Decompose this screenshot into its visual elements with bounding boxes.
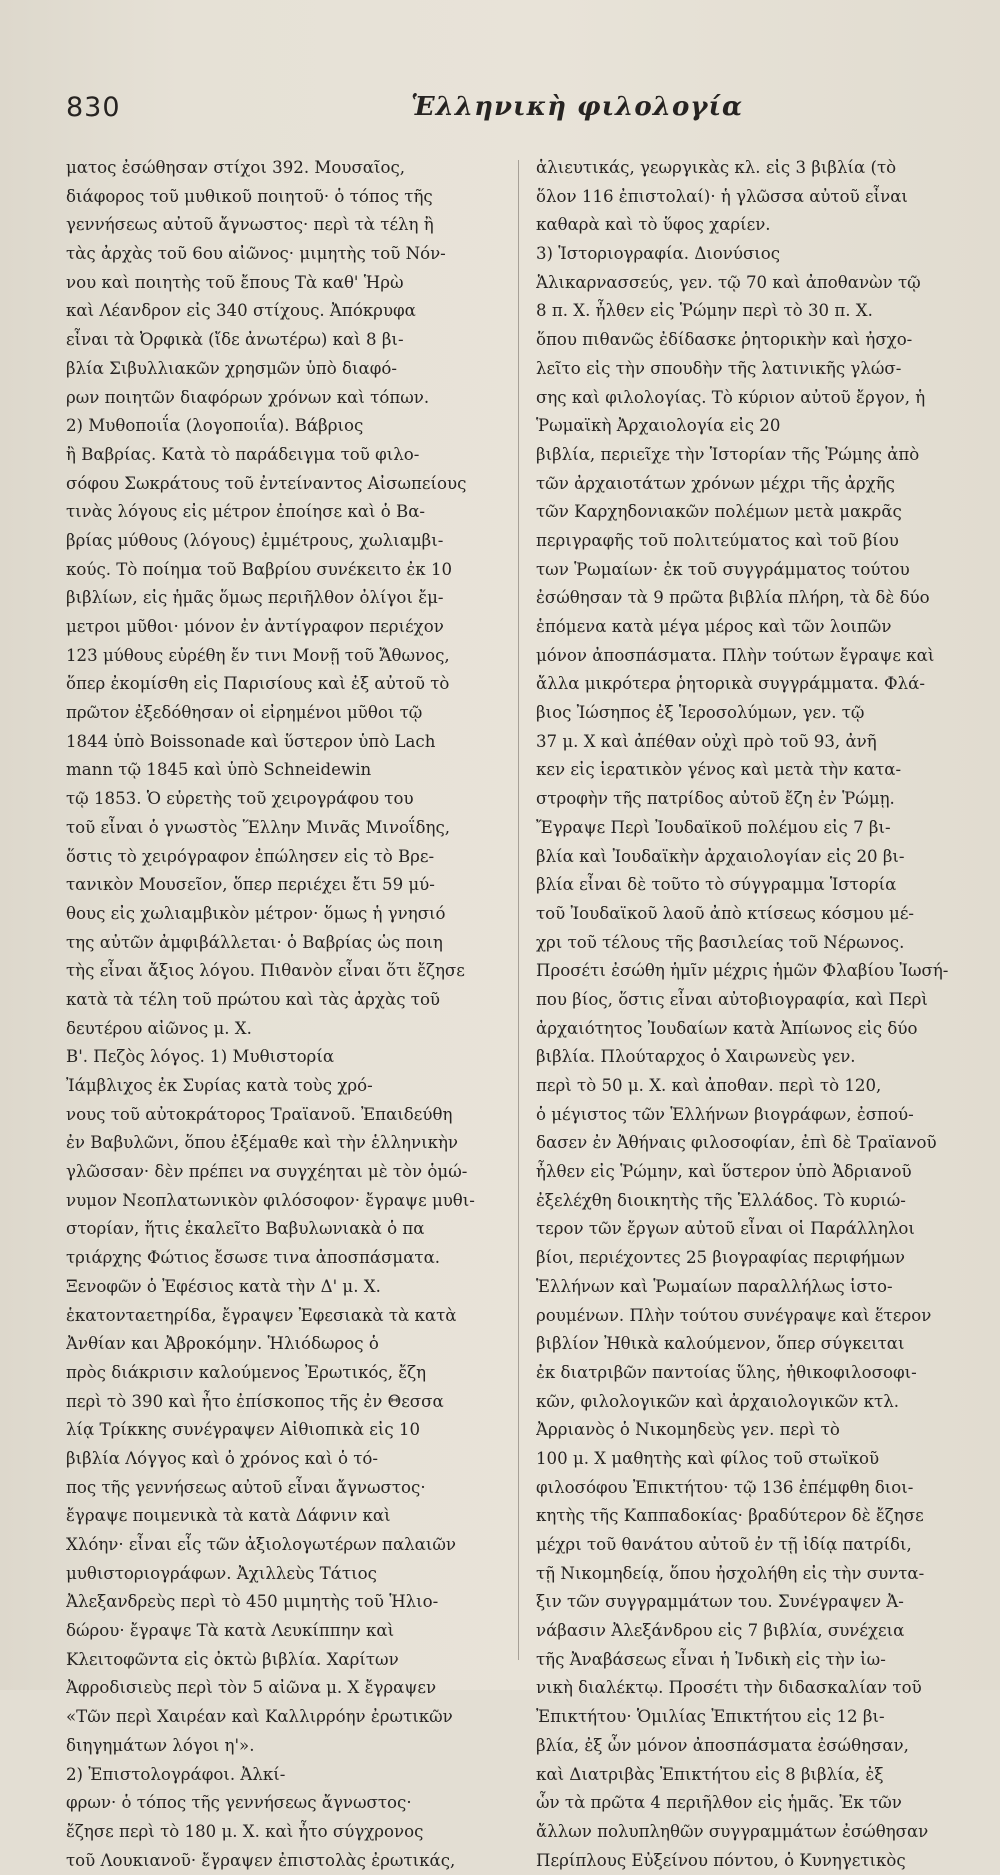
text-line: βιβλίων, εἰς ἡμᾶς ὅμως περιῆλθον ὀλίγοι ἔμ-: [66, 588, 444, 608]
text-line: βλία Σιβυλλιακῶν χρησμῶν ὑπὸ διαφό-: [66, 358, 397, 378]
text-line: κητὴς τῆς Καππαδοκίας· βραδύτερον δὲ ἔζησε: [536, 1506, 924, 1526]
left-column: [66, 154, 504, 1870]
text-line: ὧν τὰ πρῶτα 4 περιῆλθον εἰς ἡμᾶς. Ἐκ τῶν: [536, 1793, 902, 1813]
text-line: πρὸς διάκρισιν καλούμενος Ἐρωτικός, ἔζη: [66, 1362, 427, 1382]
text-line: φιλοσόφου Ἐπικτήτου· τῷ 136 ἐπέμφθη διοι-: [536, 1477, 914, 1497]
text-line: τοῦ Λουκιανοῦ· ἔγραψεν ἐπιστολὰς ἐρωτικάς,: [66, 1850, 456, 1870]
text-line: βλία εἶναι δὲ τοῦτο τὸ σύγγραμμα Ἱστορία: [536, 875, 897, 895]
text-line: 37 μ. Χ καὶ ἀπέθαν οὐχὶ πρὸ τοῦ 93, ἀνῆ: [536, 731, 877, 751]
text-line: ἀρχαιότητος Ἰουδαίων κατὰ Ἀπίωνος εἰς δύο: [536, 1018, 918, 1038]
text-line: mann τῷ 1845 καὶ ὑπὸ Schneidewin: [66, 760, 372, 780]
text-columns: [66, 154, 974, 1870]
text-line: 8 π. Χ. ἦλθεν εἰς Ῥώμην περὶ τὸ 30 π. Χ.: [536, 301, 873, 321]
text-line: πρῶτον ἐξεδόθησαν οἱ εἰρημένοι μῦθοι τῷ: [66, 703, 423, 723]
text-line: τὰς ἀρχὰς τοῦ 6ου αἰῶνος· μιμητὴς τοῦ Νόν-: [66, 244, 446, 264]
text-line: ἢ Βαβρίας. Κατὰ τὸ παράδειγμα τοῦ φιλο-: [66, 444, 420, 464]
text-line: δώρου· ἔγραψε Τὰ κατὰ Λευκίππην καὶ: [66, 1621, 395, 1641]
text-line: ἐσώθησαν τὰ 9 πρῶτα βιβλία πλήρη, τὰ δὲ δύο: [536, 588, 930, 608]
text-line: λεῖτο εἰς τὴν σπουδὴν τῆς λατινικῆς γλώσ-: [536, 358, 902, 378]
text-line: Ἰάμβλιχος ἐκ Συρίας κατὰ τοὺς χρό-: [66, 1076, 373, 1095]
text-line: βιβλία. Πλούταρχος ὁ Χαιρωνεὺς γεν.: [536, 1047, 856, 1067]
text-line: περὶ τὸ 50 μ. Χ. καὶ ἀποθαν. περὶ τὸ 120,: [536, 1076, 882, 1095]
text-line: περιγραφῆς τοῦ πολιτεύματος καὶ τοῦ βίου: [536, 530, 899, 550]
text-line: βιβλίον Ἠθικὰ καλούμενον, ὅπερ σύγκειται: [536, 1334, 905, 1354]
text-line: 2) Μυθοποιΐα (λογοποιΐα). Βάβριος: [66, 416, 364, 436]
text-line: 100 μ. Χ μαθητὴς καὶ φίλος τοῦ στωϊκοῦ: [536, 1448, 880, 1468]
text-line: Β'. Πεζὸς λόγος. 1) Μυθιστορία: [66, 1047, 335, 1067]
text-line: νικὴ διαλέκτῳ. Προσέτι τὴν διδασκαλίαν τοῦ: [536, 1678, 922, 1698]
text-line: μυθιστοριογράφων. Ἀχιλλεὺς Τάτιος: [66, 1563, 377, 1583]
text-line: ἁλιευτικάς, γεωργικὰς κλ. εἰς 3 βιβλία (τὸ: [536, 158, 897, 177]
text-line: Ῥωμαϊκὴ Ἀρχαιολογία εἰς 20: [536, 416, 781, 436]
text-line: κῶν, φιλολογικῶν καὶ ἀρχαιολογικῶν κτλ.: [536, 1391, 899, 1411]
text-line: περὶ τὸ 390 καὶ ἦτο ἐπίσκοπος τῆς ἐν Θεσσα: [66, 1391, 444, 1411]
text-line: ἄλλων πολυπληθῶν συγγραμμάτων ἐσώθησαν: [536, 1821, 929, 1841]
text-line: ἔγραψε ποιμενικὰ τὰ κατὰ Δάφνιν καὶ: [66, 1506, 391, 1526]
text-line: ὁ μέγιστος τῶν Ἑλλήνων βιογράφων, ἐσπού-: [536, 1104, 914, 1124]
text-line: κεν εἰς ἱερατικὸν γένος καὶ μετὰ τὴν κατα-: [536, 760, 902, 780]
text-line: Προσέτι ἐσώθη ἡμῖν μέχρις ἡμῶν Φλαβίου Ἰωσή-: [536, 961, 949, 981]
text-line: ἐξελέχθη διοικητὴς τῆς Ἑλλάδος. Τὸ κυριώ-: [536, 1190, 906, 1210]
text-line: νους τοῦ αὐτοκράτορος Τραϊανοῦ. Ἐπαιδεύθη: [66, 1104, 453, 1124]
text-line: Ἁλικαρνασσεύς, γεν. τῷ 70 καὶ ἀποθανὼν τῷ: [536, 272, 921, 292]
text-line: 3) Ἱστοριογραφία. Διονύσιος: [536, 244, 781, 264]
text-line: σόφου Σωκράτους τοῦ ἐντείναντος Αἰσωπείους: [66, 473, 467, 493]
text-line: βιος Ἰώσηπος ἐξ Ἱεροσολύμων, γεν. τῷ: [536, 703, 865, 723]
text-line: νάβασιν Ἀλεξάνδρου εἰς 7 βιβλία, συνέχεια: [536, 1621, 905, 1641]
text-line: τῶν Καρχηδονιακῶν πολέμων μετὰ μακρᾶς: [536, 502, 902, 522]
page-header: [66, 92, 940, 132]
text-line: 1844 ὑπὸ Boissonade καὶ ὕστερον ὑπὸ Lach: [66, 731, 436, 751]
text-line: μετροι μῦθοι· μόνον ἐν ἀντίγραφον περιέχον: [66, 617, 444, 636]
text-line: ἑπόμενα κατὰ μέγα μέρος καὶ τῶν λοιπῶν: [536, 617, 892, 636]
text-line: θους εἰς χωλιαμβικὸν μέτρον· ὅμως ἡ γνησιό: [66, 903, 446, 923]
text-line: Ξενοφῶν ὁ Ἐφέσιος κατὰ τὴν Δ' μ. Χ.: [66, 1276, 381, 1296]
text-line: Ἀρριανὸς ὁ Νικομηδεὺς γεν. περὶ τὸ: [536, 1420, 840, 1440]
text-line: ρουμένων. Πλὴν τούτου συνέγραψε καὶ ἕτερον: [536, 1305, 932, 1325]
text-line: τινὰς λόγους εἰς μέτρον ἐποίησε καὶ ὁ Βα-: [66, 502, 426, 522]
text-line: βλία, ἐξ ὧν μόνον ἀποσπάσματα ἐσώθησαν,: [536, 1735, 909, 1755]
text-line: τοῦ Ἰουδαϊκοῦ λαοῦ ἀπὸ κτίσεως κόσμου μέ-: [536, 903, 915, 923]
text-line: τερον τῶν ἔργων αὐτοῦ εἶναι οἱ Παράλληλοι: [536, 1219, 915, 1239]
text-line: μέχρι τοῦ θανάτου αὐτοῦ ἐν τῇ ἰδίᾳ πατρίδι,: [536, 1535, 912, 1554]
text-line: ρων ποιητῶν διαφόρων χρόνων καὶ τόπων.: [66, 387, 430, 407]
text-line: πος τῆς γεννήσεως αὐτοῦ εἶναι ἄγνωστος·: [66, 1477, 426, 1497]
text-line: νυμον Νεοπλατωνικὸν φιλόσοφον· ἔγραψε μυθι-: [66, 1190, 475, 1210]
text-line: των Ῥωμαίων· ἐκ τοῦ συγγράμματος τούτου: [536, 559, 910, 579]
text-line: τριάρχης Φώτιος ἔσωσε τινα ἀποσπάσματα.: [66, 1248, 441, 1268]
text-line: δασεν ἐν Ἀθήναις φιλοσοφίαν, ἐπὶ δὲ Τραϊανοῦ: [536, 1133, 937, 1153]
right-column: [536, 154, 974, 1870]
text-line: «Τῶν περὶ Χαιρέαν καὶ Καλλιρρόην ἐρωτικῶν: [66, 1707, 453, 1727]
text-line: βιβλία, περιεῖχε τὴν Ἱστορίαν τῆς Ῥώμης ἀπὸ: [536, 444, 920, 464]
text-line: χρι τοῦ τέλους τῆς βασιλείας τοῦ Νέρωνος.: [536, 932, 905, 952]
text-line: ματος ἐσώθησαν στίχοι 392. Μουσαῖος,: [66, 158, 406, 177]
text-line: τῷ 1853. Ὁ εὑρετὴς τοῦ χειρογράφου του: [66, 789, 414, 809]
text-line: που βίος, ὅστις εἶναι αὐτοβιογραφία, καὶ Περὶ: [536, 989, 928, 1009]
text-line: βίοι, περιέχοντες 25 βιογραφίας περιφήμων: [536, 1248, 905, 1268]
text-line: νου καὶ ποιητὴς τοῦ ἔπους Τὰ καθ' Ἡρὼ: [66, 272, 404, 292]
text-line: Ἑλλήνων καὶ Ῥωμαίων παραλλήλως ἱστο-: [536, 1276, 893, 1296]
text-line: καὶ Λέανδρον εἰς 340 στίχους. Ἀπόκρυφα: [66, 301, 416, 321]
text-line: ὅλον 116 ἐπιστολαί)· ἡ γλῶσσα αὐτοῦ εἶναι: [536, 186, 908, 206]
text-line: λίᾳ Τρίκκης συνέγραψεν Αἰθιοπικὰ εἰς 10: [66, 1420, 421, 1440]
text-line: ἑκατονταετηρίδα, ἔγραψεν Ἐφεσιακὰ τὰ κατὰ: [66, 1305, 457, 1325]
text-line: σης καὶ φιλολογίας. Τὸ κύριον αὐτοῦ ἔργον, ἡ: [536, 387, 926, 407]
text-line: δευτέρου αἰῶνος μ. Χ.: [66, 1018, 252, 1038]
text-line: Ἐπικτήτου· Ὁμιλίας Ἐπικτήτου εἰς 12 βι-: [536, 1707, 885, 1727]
text-line: ἐκ διατριβῶν παντοίας ὕλης, ἠθικοφιλοσοφι-: [536, 1362, 917, 1382]
text-line: στροφὴν τῆς πατρίδος αὐτοῦ ἔζη ἐν Ῥώμῃ.: [536, 789, 895, 809]
text-line: βιβλία Λόγγος καὶ ὁ χρόνος καὶ ὁ τό-: [66, 1448, 379, 1468]
text-line: ἦλθεν εἰς Ῥώμην, καὶ ὕστερον ὑπὸ Ἀδριανοῦ: [536, 1162, 912, 1182]
text-line: Κλειτοφῶντα εἰς ὀκτὼ βιβλία. Χαρίτων: [66, 1649, 399, 1669]
text-line: τοῦ εἶναι ὁ γνωστὸς Ἕλλην Μινᾶς Μινοΐδης,: [66, 817, 451, 837]
page-number: 830: [66, 92, 121, 123]
text-line: ξιν τῶν συγγραμμάτων του. Συνέγραψεν Ἀ-: [536, 1592, 904, 1612]
text-line: στορίαν, ἥτις ἐκαλεῖτο Βαβυλωνιακὰ ὁ πα: [66, 1219, 425, 1239]
text-line: ὅστις τὸ χειρόγραφον ἐπώλησεν εἰς τὸ Βρε-: [66, 846, 435, 866]
text-line: κατὰ τὰ τέλη τοῦ πρώτου καὶ τὰς ἀρχὰς τοῦ: [66, 989, 441, 1009]
text-line: καθαρὰ καὶ τὸ ὕφος χαρίεν.: [536, 215, 771, 235]
text-line: ὅπου πιθανῶς ἐδίδασκε ῥητορικὴν καὶ ἠσχο-: [536, 330, 913, 350]
text-line: γεννήσεως αὐτοῦ ἄγνωστος· περὶ τὰ τέλη ἢ: [66, 215, 434, 235]
text-line: ἐν Βαβυλῶνι, ὅπου ἐξέμαθε καὶ τὴν ἑλληνικὴν: [66, 1133, 458, 1153]
text-line: διάφορος τοῦ μυθικοῦ ποιητοῦ· ὁ τόπος τῆς: [66, 186, 433, 206]
text-line: καὶ Διατριβὰς Ἐπικτήτου εἰς 8 βιβλία, ἐξ: [536, 1764, 884, 1784]
running-title: Ἑλληνικὴ φιλολογία: [411, 92, 744, 122]
text-line: τῆς Ἀναβάσεως εἶναι ἡ Ἰνδικὴ εἰς τὴν ἰω-: [536, 1649, 886, 1669]
text-line: 123 μύθους εὑρέθη ἔν τινι Μονῇ τοῦ Ἄθωνος,: [66, 645, 450, 665]
text-line: βλία καὶ Ἰουδαϊκὴν ἀρχαιολογίαν εἰς 20 βι-: [536, 846, 905, 866]
text-line: τῶν ἀρχαιοτάτων χρόνων μέχρι τῆς ἀρχῆς: [536, 473, 895, 493]
text-line: Ἀφροδισιεὺς περὶ τὸν 5 αἰῶνα μ. Χ ἔγραψεν: [66, 1678, 437, 1698]
text-line: Ἔγραψε Περὶ Ἰουδαϊκοῦ πολέμου εἰς 7 βι-: [536, 817, 891, 837]
text-line: ἔζησε περὶ τὸ 180 μ. Χ. καὶ ἦτο σύγχρονος: [66, 1821, 424, 1841]
text-line: της αὐτῶν ἀμφιβάλλεται· ὁ Βαβρίας ὡς ποιη: [66, 932, 443, 952]
text-line: βρίας μύθους (λόγους) ἐμμέτρους, χωλιαμβι-: [66, 530, 444, 550]
text-line: διηγημάτων λόγοι η'».: [66, 1735, 255, 1755]
text-line: τὴς εἶναι ἄξιος λόγου. Πιθανὸν εἶναι ὅτι ἔζησε: [66, 961, 465, 981]
text-line: ὅπερ ἐκομίσθη εἰς Παρισίους καὶ ἐξ αὐτοῦ τὸ: [66, 674, 450, 694]
text-line: εἶναι τὰ Ὀρφικὰ (ἴδε ἀνωτέρω) καὶ 8 βι-: [66, 330, 404, 350]
text-line: Ἀλεξανδρεὺς περὶ τὸ 450 μιμητὴς τοῦ Ἡλιο-: [66, 1592, 439, 1612]
text-line: Ἀνθίαν και Ἀβροκόμην. Ἡλιόδωρος ὁ: [66, 1334, 379, 1354]
text-line: κούς. Τὸ ποίημα τοῦ Βαβρίου συνέκειτο ἐκ 10: [66, 559, 453, 579]
text-line: ἄλλα μικρότερα ῥητορικὰ συγγράμματα. Φλά-: [536, 674, 925, 694]
text-line: γλῶσσαν· δὲν πρέπει να συγχέηται μὲ τὸν ὁμώ-: [66, 1162, 468, 1182]
text-line: 2) Ἐπιστολογράφοι. Ἀλκί-: [66, 1764, 286, 1784]
text-line: Χλόην· εἶναι εἷς τῶν ἀξιολογωτέρων παλαιῶν: [66, 1535, 457, 1554]
text-line: τανικὸν Μουσεῖον, ὅπερ περιέχει ἔτι 59 μύ-: [66, 875, 435, 895]
text-line: φρων· ὁ τόπος τῆς γεννήσεως ἄγνωστος·: [66, 1793, 412, 1813]
text-line: τῇ Νικομηδείᾳ, ὅπου ἠσχολήθη εἰς τὴν συντα-: [536, 1563, 925, 1583]
text-line: Περίπλους Εὐξείνου πόντου, ὁ Κυνηγετικὸς: [536, 1850, 906, 1870]
text-line: μόνον ἀποσπάσματα. Πλὴν τούτων ἔγραψε καὶ: [536, 645, 935, 665]
